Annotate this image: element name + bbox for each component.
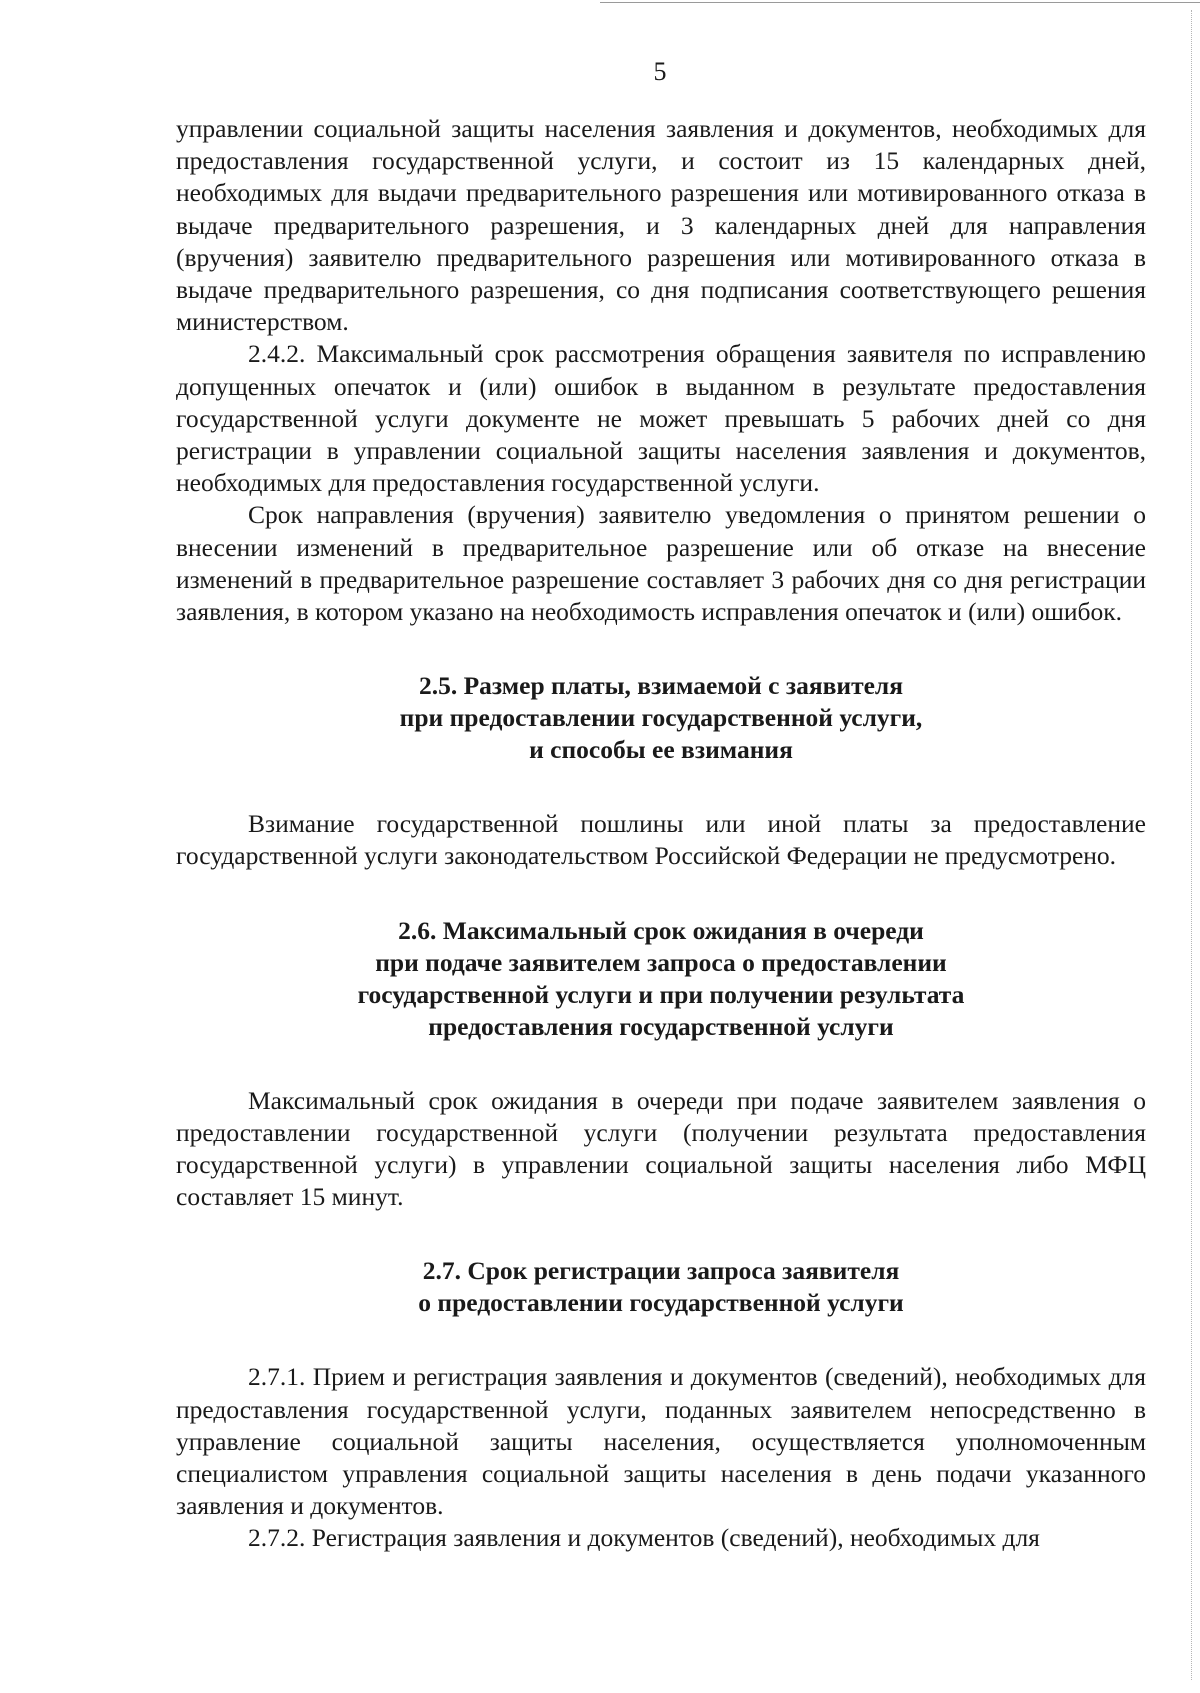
- heading-line: государственной услуги и при получении результата: [357, 979, 965, 1009]
- paragraph-2-4-2: 2.4.2. Максимальный срок рассмотрения обращения заявителя по исправлению допущенных опечаток и (или) ошибок в выданном в результате предоставления государственной услуги документе не может превышать 5 рабочих дней со дня регистрации в управлении социальной защиты населения заявления и документов, необходимых для предоставления государственной услуги.: [176, 339, 1146, 498]
- heading-line: о предоставлении государственной услуги: [418, 1288, 904, 1318]
- heading-line: и способы ее взимания: [529, 735, 793, 765]
- right-edge-dotted-line: [1191, 10, 1192, 1680]
- section-heading-2-7: [176, 1255, 1146, 1319]
- heading-line: 2.6. Максимальный срок ожидания в очереди: [398, 915, 924, 945]
- paragraph-2-7-2: 2.7.2. Регистрация заявления и документов (сведений), необходимых для: [248, 1523, 1040, 1553]
- paragraph-continuation: управлении социальной защиты населения заявления и документов, необходимых для предоставления государственной услуги, и состоит из 15 календарных дней, необходимых для выдачи предварительного разрешения или мотивированного отказа в выдаче предварительного разрешения, и 3 календарных дней для направления (вручения) заявителю предварительного разрешения или мотивированного отказа в выдаче предварительного разрешения, со дня подписания соответствующего решения министерством.: [176, 114, 1146, 337]
- paragraph-notification-term: Срок направления (вручения) заявителю уведомления о принятом решении о внесении изменений в предварительное разрешение или об отказе на внесение изменений в предварительное разрешение составляет 3 рабочих дня со дня регистрации заявления, в котором указано на необходимость исправления опечаток и (или) ошибок.: [176, 500, 1146, 627]
- paragraph-2-7-1: 2.7.1. Прием и регистрация заявления и документов (сведений), необходимых для предоставления государственной услуги, поданных заявителем непосредственно в управление социальной защиты населения, осуществляется уполномоченным специалистом управления социальной защиты населения в день подачи указанного заявления и документов.: [176, 1362, 1146, 1521]
- heading-line: 2.5. Размер платы, взимаемой с заявителя: [418, 671, 904, 701]
- section-heading-2-5: [176, 670, 1146, 766]
- spacer: [176, 766, 1146, 808]
- top-edge-line: [600, 2, 1200, 3]
- spacer: [176, 628, 1146, 670]
- spacer: [176, 1319, 1146, 1361]
- section-heading-2-6: [176, 915, 1146, 1043]
- heading-line: предоставления государственной услуги: [428, 1011, 894, 1041]
- spacer: [176, 1043, 1146, 1085]
- spacer: [176, 1213, 1146, 1255]
- page-number: 5: [653, 57, 667, 86]
- spacer: [176, 873, 1146, 915]
- paragraph-queue-time: Максимальный срок ожидания в очереди при подаче заявителем заявления о предоставлении государственной услуги (получении результата предоставления государственной услуги) в управлении социальной защиты населения либо МФЦ составляет 15 минут.: [176, 1085, 1146, 1212]
- heading-line: при предоставлении государственной услуги,: [399, 703, 923, 733]
- heading-line: при подаче заявителем запроса о предоставлении: [375, 947, 947, 977]
- heading-line: 2.7. Срок регистрации запроса заявителя: [422, 1256, 900, 1286]
- paragraph-fee: Взимание государственной пошлины или иной платы за предоставление государственной услуги законодательством Российской Федерации не предусмотрено.: [176, 809, 1146, 871]
- document-body: [176, 113, 1146, 1555]
